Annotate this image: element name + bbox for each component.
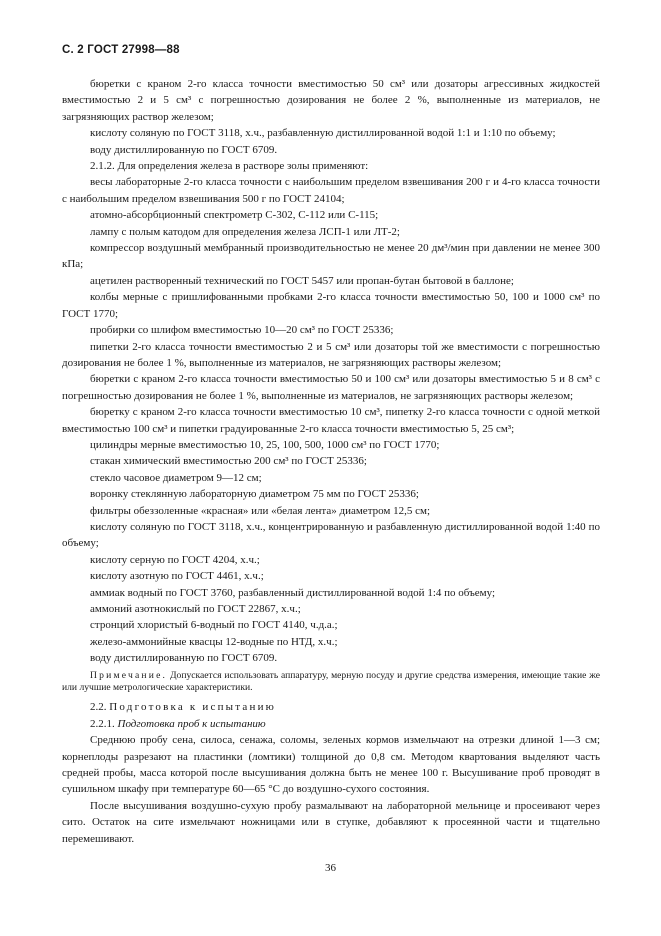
paragraph: весы лабораторные 2-го класса точности с наибольшим пределом взвешивания 200 г и 4-го класса точности с наибольшим пределом взвешивания 500 г по ГОСТ 24104;	[62, 176, 600, 205]
paragraph: кислоту азотную по ГОСТ 4461, х.ч.;	[90, 570, 264, 583]
paragraph: стакан химический вместимостью 200 см³ по ГОСТ 25336;	[90, 455, 367, 468]
paragraph: лампу с полым катодом для определения железа ЛСП-1 или ЛТ-2;	[90, 225, 400, 238]
paragraph: атомно-абсорбционный спектрометр С-302, С-112 или С-115;	[90, 209, 379, 222]
paragraph: ацетилен растворенный технический по ГОСТ 5457 или пропан-бутан бытовой в баллоне;	[90, 274, 514, 287]
subsection-number: 2.2.1.	[90, 717, 118, 730]
paragraph: фильтры обеззоленные «красная» или «белая лента» диаметром 12,5 см;	[90, 504, 431, 517]
paragraph: После высушивания воздушно-сухую пробу размалывают на лабораторной мельнице и просеивают через сито. Остаток на сите измельчают ножницами или в ступке, добавляют к просеянной части и тщательно перемешивают.	[62, 799, 600, 845]
paragraph: цилиндры мерные вместимостью 10, 25, 100, 500, 1000 см³ по ГОСТ 1770;	[90, 438, 440, 451]
paragraph: воду дистиллированную по ГОСТ 6709.	[90, 143, 278, 156]
note-text: Допускается использовать аппаратуру, мерную посуду и другие средства измерения, имеющие такие же или лучшие метрологические характеристики.	[62, 669, 600, 694]
page-number: 36	[325, 862, 336, 874]
paragraph: воду дистиллированную по ГОСТ 6709.	[90, 652, 278, 665]
paragraph: пробирки со шлифом вместимостью 10—20 см³ по ГОСТ 25336;	[90, 324, 394, 337]
paragraph: бюретки с краном 2-го класса точности вместимостью 50 и 100 см³ или дозаторы вместимостью 5 и 8 см³ с погрешностью дозирования не более 1 %, выполненные из материалов, не загрязняющих растворы железом;	[62, 373, 600, 402]
document-body	[62, 76, 600, 847]
paragraph: 2.1.2. Для определения железа в растворе золы применяют:	[90, 160, 369, 173]
paragraph: воронку стеклянную лабораторную диаметром 75 мм по ГОСТ 25336;	[90, 488, 419, 501]
paragraph: пипетки 2-го класса точности вместимостью 2 и 5 см³ или дозаторы той же вместимости с погрешностью дозирования не более 1 %, выполненные из материалов, не загрязняющих растворы железом;	[62, 340, 600, 369]
paragraph: кислоту серную по ГОСТ 4204, х.ч.;	[90, 553, 260, 566]
paragraph: стронций хлористый 6-водный по ГОСТ 4140, ч.д.а.;	[90, 619, 338, 632]
paragraph: кислоту соляную по ГОСТ 3118, х.ч., разбавленную дистиллированной водой 1:1 и 1:10 по объему;	[90, 127, 556, 140]
paragraph: кислоту соляную по ГОСТ 3118, х.ч., концентрированную и разбавленную дистиллированной водой 1:40 по объему;	[62, 520, 600, 550]
paragraph: колбы мерные с пришлифованными пробками 2-го класса точности вместимостью 50, 100 и 1000 см³ по ГОСТ 1770;	[62, 291, 600, 320]
section-title: Подготовка к испытанию	[109, 701, 277, 714]
paragraph: стекло часовое диаметром 9—12 см;	[90, 471, 262, 484]
paragraph: железо-аммонийные квасцы 12-водные по НТД, х.ч.;	[90, 635, 338, 648]
paragraph: бюретку с краном 2-го класса точности вместимостью 10 см³, пипетку 2-го класса точности с одной меткой вместимостью 100 см³ и пипетки градуированные 2-го класса точности вместимостью 5, 25 см³;	[62, 406, 600, 435]
page-header: С. 2 ГОСТ 27998—88	[62, 44, 180, 56]
section-number: 2.2.	[90, 701, 110, 714]
paragraph: бюретки с краном 2-го класса точности вместимостью 50 см³ или дозаторы агрессивных жидкостей вместимостью 2 и 5 см³ с погрешностью дозирования не более 2 %, выполненные из материалов, не загрязняющих раствор железом;	[62, 78, 600, 123]
paragraph: компрессор воздушный мембранный производительностью не менее 20 дм³/мин при давлении не менее 300 кПа;	[62, 242, 600, 271]
subsection-heading	[62, 716, 600, 732]
note-label: Примечание.	[90, 669, 168, 681]
paragraph: аммиак водный по ГОСТ 3760, разбавленный дистиллированной водой 1:4 по объему;	[90, 586, 496, 599]
paragraph: Среднюю пробу сена, силоса, сенажа, соломы, зеленых кормов измельчают на отрезки длиной 1—3 см; корнеплоды разрезают на пластинки (ломтики) толщиной до 0,8 см. Методом квартования выделяют часть средней пробы, масса которой после высушивания должна быть не менее 100 г. Высушивание проб проводят в сушильном шкафу при температуре 60—65 °С до воздушно-сухого состояния.	[62, 734, 600, 796]
subsection-title: Подготовка проб к испытанию	[117, 717, 266, 730]
paragraph: аммоний азотнокислый по ГОСТ 22867, х.ч.;	[90, 603, 301, 615]
section-heading	[62, 699, 600, 715]
note	[62, 670, 600, 695]
